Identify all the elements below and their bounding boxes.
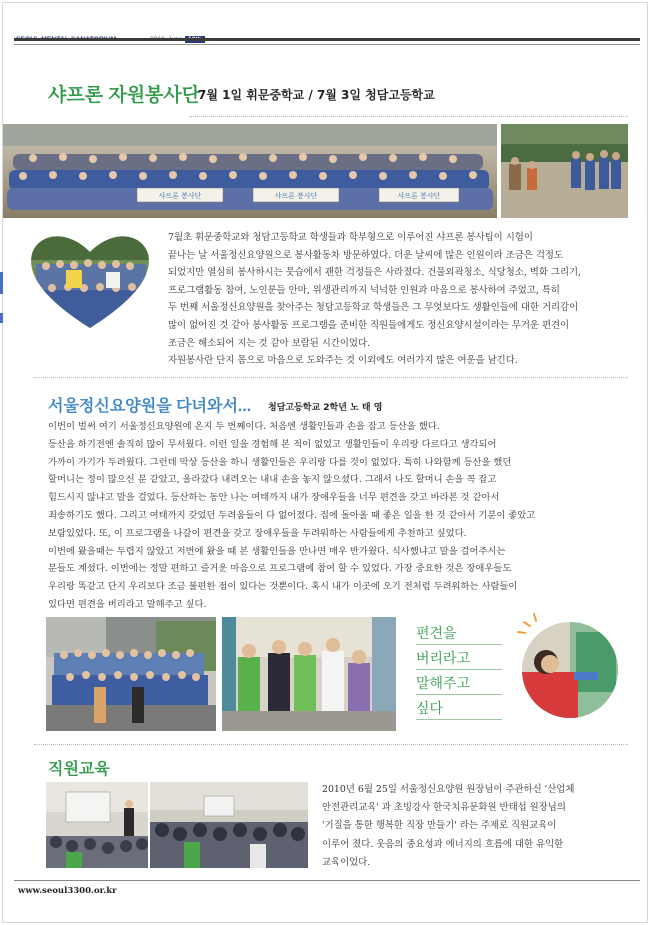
sparkle-icon <box>518 614 536 633</box>
body-line: 7월초 휘문중학교와 청담고등학교 학생들과 학부형으로 이루어진 샤프론 봉사팀이 시험이 <box>168 232 533 243</box>
section1-subtitle: 7월 1일 휘문중학교 / 7월 3일 청담고등학교 <box>198 88 435 102</box>
body-line: 이루어 졌다. 웃음의 중요성과 에너지의 흐름에 대한 유익한 <box>322 838 564 850</box>
section3-body <box>322 781 574 872</box>
section-divider <box>34 744 628 745</box>
edge-tab <box>0 272 3 294</box>
quote-rule <box>416 694 502 695</box>
header-rule-thin <box>14 44 640 45</box>
section2-body <box>48 418 535 614</box>
school-group-photo <box>46 617 216 731</box>
section2-author: 청담고등학교 2학년 노 태 영 <box>268 403 383 413</box>
banner-text: 샤프론 봉사단 <box>397 192 441 200</box>
pull-quote-line: 버리라고 <box>416 651 471 667</box>
staff-training-photo-1 <box>46 782 148 868</box>
body-line: 있다면 편견을 버리라고 말해주고 싶다. <box>48 598 207 610</box>
body-line: 힘드시지 않냐고 말을 걸었다. 등산하는 동안 나는 여태까지 내가 장애우들을 너무 편견을 갖고 바라본 것 같아서 <box>48 492 500 504</box>
body-line: 교육이었다. <box>322 856 371 868</box>
header-rule <box>14 38 640 41</box>
body-line: 우리랑 똑같고 단지 우리보다 조금 불편한 점이 있다는 것뿐이다. 혹시 내가 이곳에 오기 전처럼 두려워하는 사람들이 <box>48 581 518 593</box>
edge-tab <box>0 313 3 323</box>
body-line: 분들도 계셨다. 이번에는 정말 편하고 즐거운 마음으로 프로그램에 참여 할 수 있었다. 가장 중요한 것은 장애우들도 <box>48 563 512 575</box>
section-divider <box>190 116 628 117</box>
section3-title: 직원교육 <box>48 761 110 778</box>
heart-photo-students <box>26 230 154 330</box>
body-line: 이번이 벌써 여기 서울정신요양원에 온지 두 번째이다. 처음엔 생활인들과 손을 잡고 등산을 했다. <box>48 421 440 432</box>
body-line: 보람있었다. 또, 이 프로그램을 나갈이 편견을 갖고 장애우들을 두려워하는 사람들에게 추천하고 싶었다. <box>48 527 467 539</box>
body-line: 죄송하기도 했다. 그리고 여태까지 갖었던 두려움들이 다 없어졌다. 집에 돌아올 때 좋은 일을 한 것 같아서 기분이 좋았고 <box>48 509 536 521</box>
volunteer-activity-photo <box>501 124 628 218</box>
body-line: 이번에 왔을때는 두렵지 않았고 저번에 왔을 때 본 생활인들을 만나면 매우 반가웠다. 식사했냐고 말을 걸어주시는 <box>48 545 506 557</box>
quote-rule <box>416 644 502 645</box>
circle-photo-painting <box>516 612 620 720</box>
body-line: 가까이 가기가 두려웠다. 그런데 막상 등산을 하니 생활인들은 우리랑 다를 것이 없었다. 특히 나와함께 등산을 했던 <box>48 456 512 468</box>
body-line: 프로그램활동 참여, 노인분들 안마, 위생관리까지 넉넉한 인원과 마음으로 봉사하여 주었고, 특히 <box>168 284 560 296</box>
pull-quote-line: 말해주고 <box>416 676 471 692</box>
body-line: '기질을 통한 행복한 직장 만들기' 라는 주제로 직원교육이 <box>322 820 557 832</box>
group-photo-volunteers <box>3 124 497 218</box>
footer-website[interactable]: www.seoul3300.or.kr <box>18 886 117 896</box>
body-line: 끝나는 날 서울정신요양원으로 봉사활동차 방문하였다. 더운 날씨에 많은 인원이라 조금은 걱정도 <box>168 249 564 261</box>
body-line: 등산을 하기전엔 솔직히 많이 무서웠다. 이런 일을 경험해 본 적이 없었고 생활인들이 우리랑 다르다고 생각되어 <box>48 438 497 450</box>
footer-rule <box>14 880 640 881</box>
section1-title: 샤프론 자원봉사단 <box>48 85 201 106</box>
students-with-residents-photo <box>222 617 396 731</box>
body-line: 안전관리교육' 과 초빙강사 한국치유문화원 반태섭 원장님의 <box>322 802 566 814</box>
pull-quote-line: 싶다 <box>416 701 444 717</box>
pull-quote-line: 편견을 <box>416 626 457 642</box>
body-line: 조금은 해소되어 지는 것 같아 보람된 시간이었다. <box>168 337 370 349</box>
body-line: 되었지만 열심히 봉사하시는 뭇습에서 괜한 걱정들은 사라졌다. 건물외곽청소, 식당청소, 벽화 그리기, <box>168 267 582 279</box>
section-divider <box>34 377 628 378</box>
body-line: 2010년 6월 25일 서울정신요양원 원장님이 주관하신 '산업체 <box>322 784 575 795</box>
body-line: 자원봉사란 단지 몸으로 마음으로 도와주는 것 이외에도 여러가지 많은 여운을 남긴다. <box>168 355 518 367</box>
body-line: 할머니는 정이 많으신 분 같았고, 올라갔다 내려오는 내내 손을 놓지 않으셨다. 그래서 나도 할머니 손을 꼭 잡고 <box>48 474 497 486</box>
banner-text: 샤프론 봉사단 <box>274 192 318 200</box>
section1-body <box>168 229 581 370</box>
staff-training-photo-2 <box>150 782 308 868</box>
body-line: 두 번째 서울정신요양원을 찾아주는 청담고등학교 학생들은 그 무엇보다도 생활인들에 대한 거리감이 <box>168 302 579 314</box>
quote-rule <box>416 669 502 670</box>
section2-title: 서울정신요양원을 다녀와서... <box>48 398 252 415</box>
banner-text: 샤프론 봉사단 <box>158 192 202 200</box>
quote-rule <box>416 719 502 720</box>
body-line: 많이 없어진 것 같아 봉사활동 프로그램을 준비한 직원들에게도 정신요양시설이라는 무거운 편견이 <box>168 319 570 331</box>
